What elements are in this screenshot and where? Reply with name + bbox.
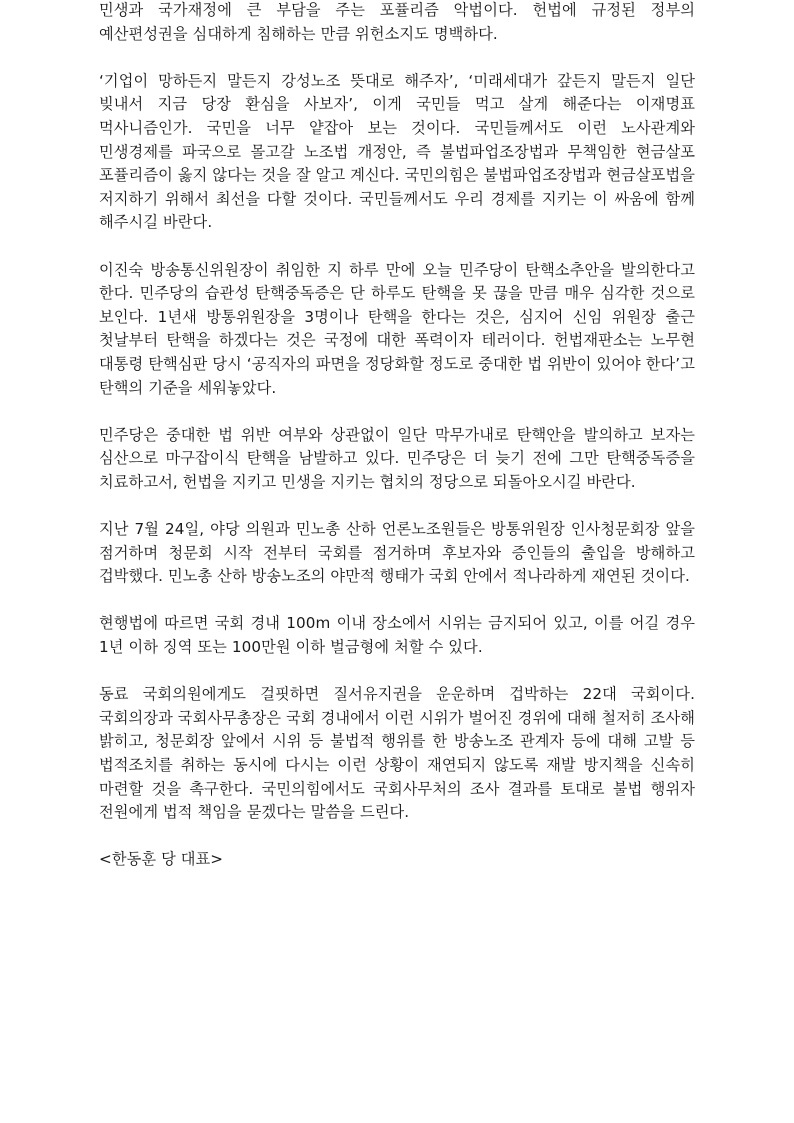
paragraph: 민주당은 중대한 법 위반 여부와 상관없이 일단 막무가내로 탄핵안을 발의하고 보자는 심산으로 마구잡이식 탄핵을 남발하고 있다. 민주당은 더 늦기 전에 그만 탄핵중독증을 치료하고서, 헌법을 지키고 민생을 지키는 협치의 정당으로 되돌아오시길 바란다. (99, 425, 695, 491)
paragraph: 지난 7월 24일, 야당 의원과 민노총 산하 언론노조원들은 방통위원장 인사청문회장 앞을 점거하며 청문회 시작 전부터 국회를 점거하며 후보자와 증인들의 출입을 방해하고 겁박했다. 민노총 산하 방송노조의 야만적 행태가 국회 안에서 적나라하게 재연된 것이다. (99, 520, 695, 586)
paragraph: 이진숙 방송통신위원장이 취임한 지 하루 만에 오늘 민주당이 탄핵소추안을 발의한다고 한다. 민주당의 습관성 탄핵중독증은 단 하루도 탄핵을 못 끊을 만큼 매우 심각한 것으로 보인다. 1년새 방통위원장을 3명이나 탄핵을 한다는 것은, 심지어 신임 위원장 출근 첫날부터 탄핵을 하겠다는 것은 국정에 대한 폭력이자 테러이다. 헌법재판소는 노무현 대통령 탄핵심판 당시 ‘공직자의 파면을 정당화할 정도로 중대한 법 위반이 있어야 한다’고 탄핵의 기준을 세워놓았다. (99, 260, 695, 397)
paragraph: ‘기업이 망하든지 말든지 강성노조 뜻대로 해주자’, ‘미래세대가 갚든지 말든지 일단 빚내서 지금 당장 환심을 사보자’, 이게 국민들 먹고 살게 해준다는 이재명표 먹사니즘인가. 국민을 너무 얕잡아 보는 것이다. 국민들께서도 이런 노사관계와 민생경제를 파국으로 몰고갈 노조법 개정안, 즉 불법파업조장법과 무책임한 현금살포 포퓰리즘이 옳지 않다는 것을 잘 알고 계신다. 국민의힘은 불법파업조장법과 현금살포법을 저지하기 위해서 최선을 다할 것이다. 국민들께서도 우리 경제를 지키는 이 싸움에 함께 해주시길 바란다. (99, 71, 695, 232)
speaker-signature: <한동훈 당 대표> (99, 850, 224, 869)
document-body (99, 0, 695, 872)
paragraph: 동료 국회의원에게도 걸핏하면 질서유지권을 운운하며 겁박하는 22대 국회이다. 국회의장과 국회사무총장은 국회 경내에서 이런 시위가 벌어진 경위에 대해 철저히 조사해 밝히고, 청문회장 앞에서 시위 등 불법적 행위를 한 방송노조 관계자 등에 대해 고발 등 법적조치를 취하는 동시에 다시는 이런 상황이 재연되지 않도록 재발 방지책을 신속히 마련할 것을 촉구한다. 국민의힘에서도 국회사무처의 조사 결과를 토대로 불법 행위자 전원에게 법적 책임을 묻겠다는 말씀을 드린다. (99, 685, 695, 822)
paragraph: 현행법에 따르면 국회 경내 100m 이내 장소에서 시위는 금지되어 있고, 이를 어길 경우 1년 이하 징역 또는 100만원 이하 벌금형에 처할 수 있다. (99, 614, 695, 657)
paragraph: 민생과 국가재정에 큰 부담을 주는 포퓰리즘 악법이다. 헌법에 규정된 정부의 예산편성권을 심대하게 침해하는 만큼 위헌소지도 명백하다. (99, 1, 695, 43)
